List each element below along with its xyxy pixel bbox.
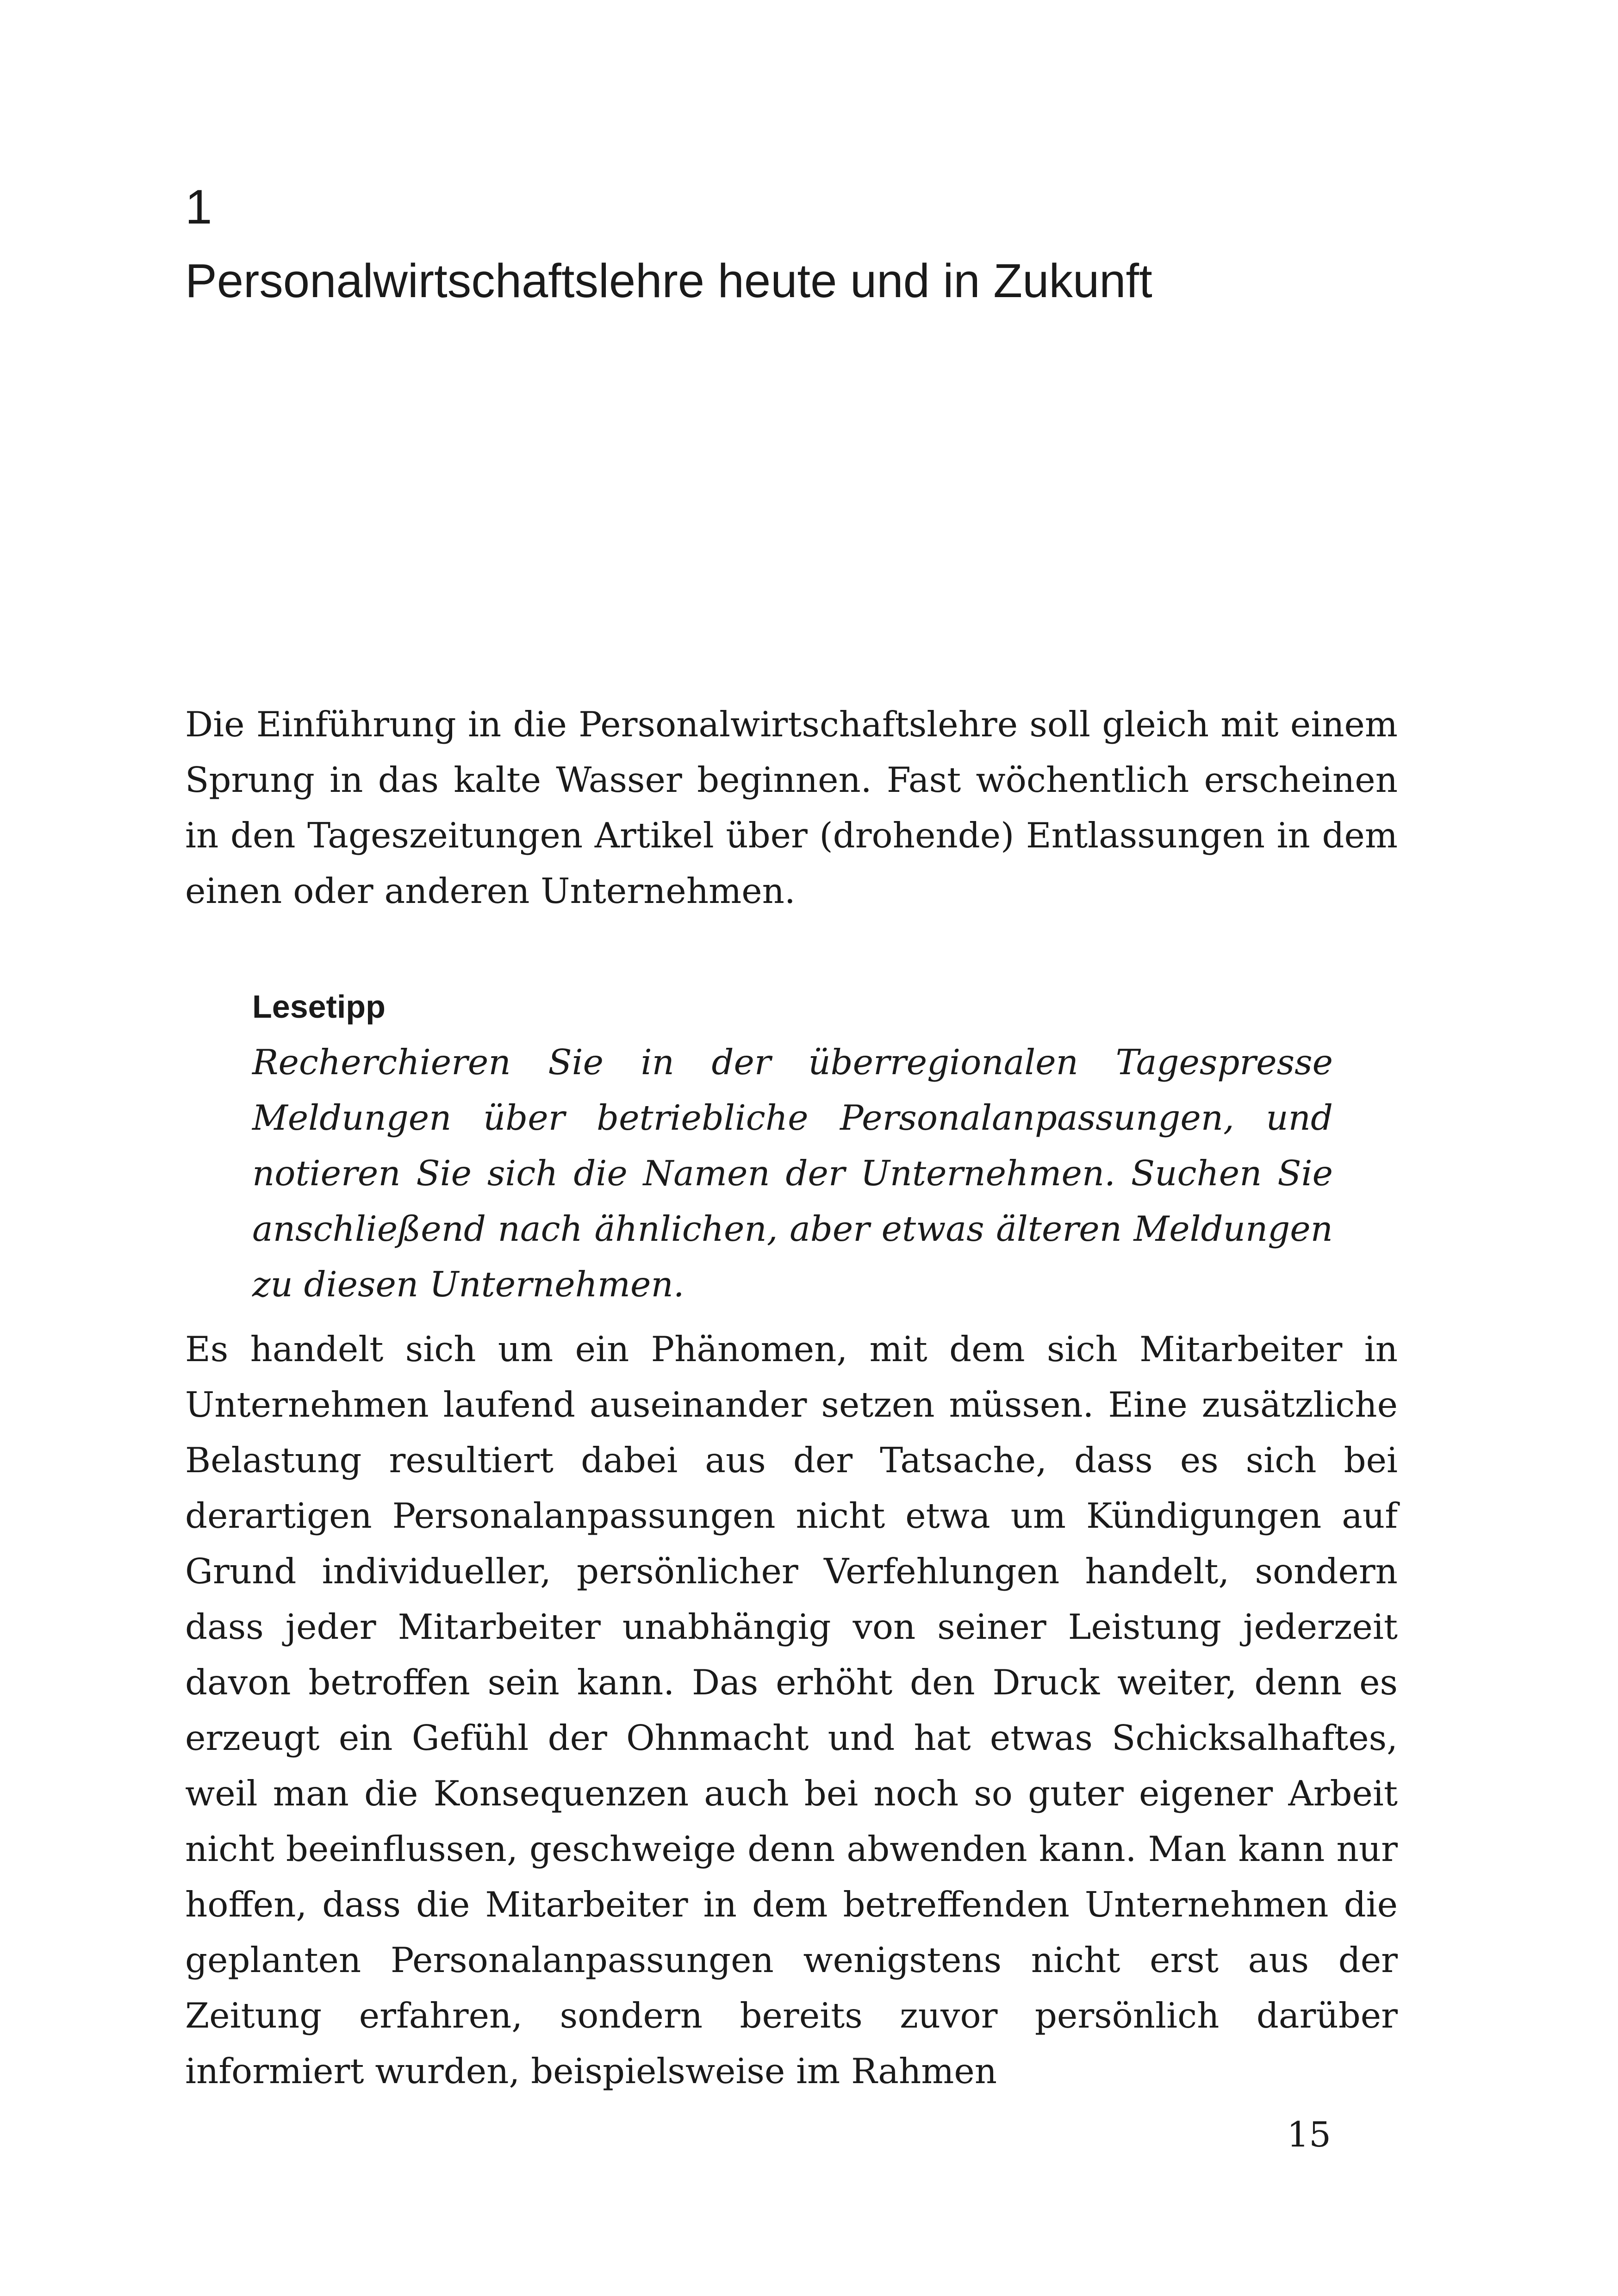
chapter-number: 1 xyxy=(185,180,212,234)
page-number: 15 xyxy=(1287,2114,1331,2155)
intro-paragraph: Die Einführung in die Personalwirtschaftslehre soll gleich mit einem Sprung in das kalte Wasser beginnen. Fast wöchentlich erscheinen in den Tageszeitungen Artikel über (drohende) Entlassungen in dem einen oder anderen Unternehmen. xyxy=(185,704,1398,911)
chapter-title: Personalwirtschaftslehre heute und in Zukunft xyxy=(185,254,1152,307)
reading-tip-label: Lesetipp xyxy=(252,989,386,1025)
reading-tip-text: Recherchieren Sie in der überregionalen Tagespresse Meldungen über betriebliche Personalanpassungen, und notieren Sie sich die Namen der Unternehmen. Suchen Sie anschließend nach ähnlichen, aber etwas älteren Meldungen zu diesen Unternehmen. xyxy=(252,1042,1333,1305)
reading-tip-box xyxy=(252,979,1333,1312)
main-paragraph: Es handelt sich um ein Phänomen, mit dem sich Mitarbeiter in Unternehmen laufend auseinander setzen müssen. Eine zusätzliche Belastung resultiert dabei aus der Tatsache, dass es sich bei derartigen Personalanpassungen nicht etwa um Kündigungen auf Grund individueller, persönlicher Verfehlungen handelt, sondern dass jeder Mitarbeiter unabhängig von seiner Leistung jederzeit davon betroffen sein kann. Das erhöht den Druck weiter, denn es erzeugt ein Gefühl der Ohnmacht und hat etwas Schicksalhaftes, weil man die Konsequenzen auch bei noch so guter eigener Arbeit nicht beeinflussen, geschweige denn abwenden kann. Man kann nur hoffen, dass die Mitarbeiter in dem betreffenden Unternehmen die geplanten Personalanpassungen wenigstens nicht erst aus der Zeitung erfahren, sondern bereits zuvor persönlich darüber informiert wurden, beispielsweise im Rahmen xyxy=(185,1329,1398,2091)
